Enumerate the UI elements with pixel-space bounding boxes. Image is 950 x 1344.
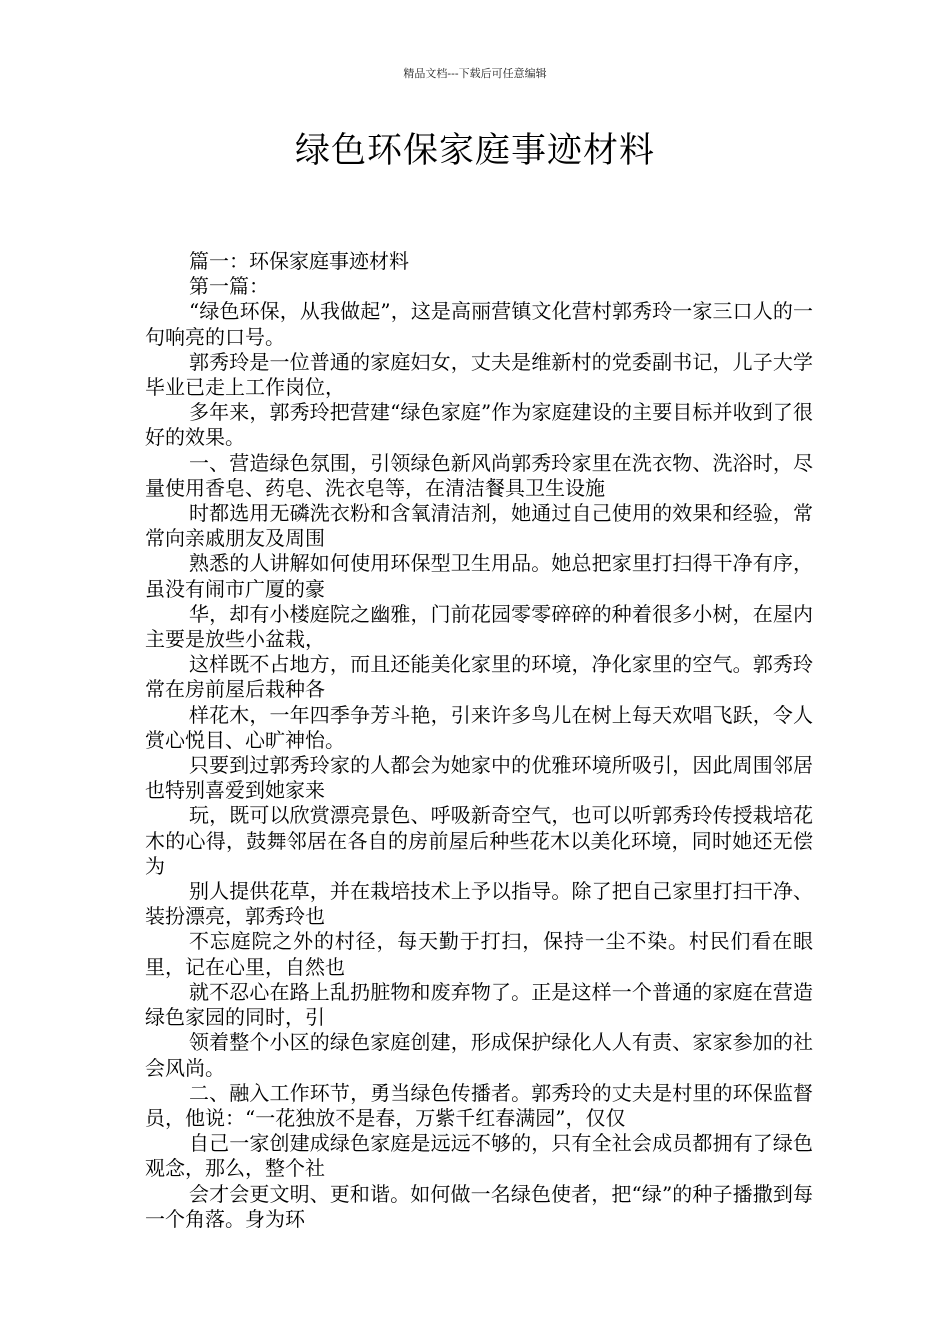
paragraph: 时都选用无磷洗衣粉和含氧清洁剂，她通过自己使用的效果和经验，常常向亲戚朋友及周围 — [145, 501, 813, 551]
paragraph: 郭秀玲是一位普通的家庭妇女，丈夫是维新村的党委副书记，儿子大学毕业已走上工作岗位， — [145, 349, 813, 400]
document-title: 绿色环保家庭事迹材料 — [294, 131, 655, 171]
paragraph: 多年来，郭秀玲把营建“绿色家庭”作为家庭建设的主要目标并收到了很好的效果。 — [145, 400, 813, 450]
paragraph: 领着整个小区的绿色家庭创建，形成保护绿化人人有责、家家参加的社会风尚。 — [145, 1030, 813, 1080]
paragraph: 就不忍心在路上乱扔脏物和废弃物了。正是这样一个普通的家庭在营造绿色家园的同时，引 — [145, 979, 813, 1030]
paragraph: “绿色环保，从我做起”，这是高丽营镇文化营村郭秀玲一家三口人的一句响亮的口号。 — [145, 299, 813, 349]
paragraph: 样花木，一年四季争芳斗艳，引来许多鸟儿在树上每天欢唱飞跃，令人赏心悦目、心旷神怡。 — [145, 702, 813, 752]
paragraph: 自己一家创建成绿色家庭是远远不够的，只有全社会成员都拥有了绿色观念，那么，整个社 — [145, 1131, 813, 1181]
document-body — [145, 249, 813, 1232]
paragraph-section-heading: 篇一：环保家庭事迹材料 — [189, 249, 409, 273]
paragraph: 华，却有小楼庭院之幽雅，门前花园零零碎碎的种着很多小树，在屋内主要是放些小盆栽， — [145, 601, 813, 652]
paragraph: 只要到过郭秀玲家的人都会为她家中的优雅环境所吸引，因此周围邻居也特别喜爱到她家来 — [145, 753, 813, 803]
paragraph: 二、融入工作环节，勇当绿色传播者。郭秀玲的丈夫是村里的环保监督员，他说：“一花独放不是春，万紫千红春满园”，仅仅 — [145, 1080, 813, 1130]
paragraph: 这样既不占地方，而且还能美化家里的环境，净化家里的空气。郭秀玲常在房前屋后栽种各 — [145, 652, 813, 702]
paragraph-subheading: 第一篇： — [189, 274, 269, 299]
paragraph: 会才会更文明、更和谐。如何做一名绿色使者，把“绿”的种子播撒到每一个角落。身为环 — [145, 1181, 813, 1231]
paragraph: 一、营造绿色氛围，引领绿色新风尚郭秀玲家里在洗衣物、洗浴时，尽量使用香皂、药皂、洗衣皂等，在清洁餐具卫生设施 — [145, 450, 813, 500]
header-note: 精品文档---下载后可任意编辑 — [403, 67, 547, 80]
paragraph: 玩，既可以欣赏漂亮景色、呼吸新奇空气，也可以听郭秀玲传授栽培花木的心得，鼓舞邻居在各自的房前屋后种些花木以美化环境，同时她还无偿为 — [145, 803, 813, 878]
paragraph: 别人提供花草，并在栽培技术上予以指导。除了把自己家里打扫干净、装扮漂亮，郭秀玲也 — [145, 879, 813, 929]
paragraph: 熟悉的人讲解如何使用环保型卫生用品。她总把家里打扫得干净有序，虽没有闹市广厦的豪 — [145, 551, 813, 601]
paragraph: 不忘庭院之外的村径，每天勤于打扫，保持一尘不染。村民们看在眼里，记在心里，自然也 — [145, 929, 813, 979]
